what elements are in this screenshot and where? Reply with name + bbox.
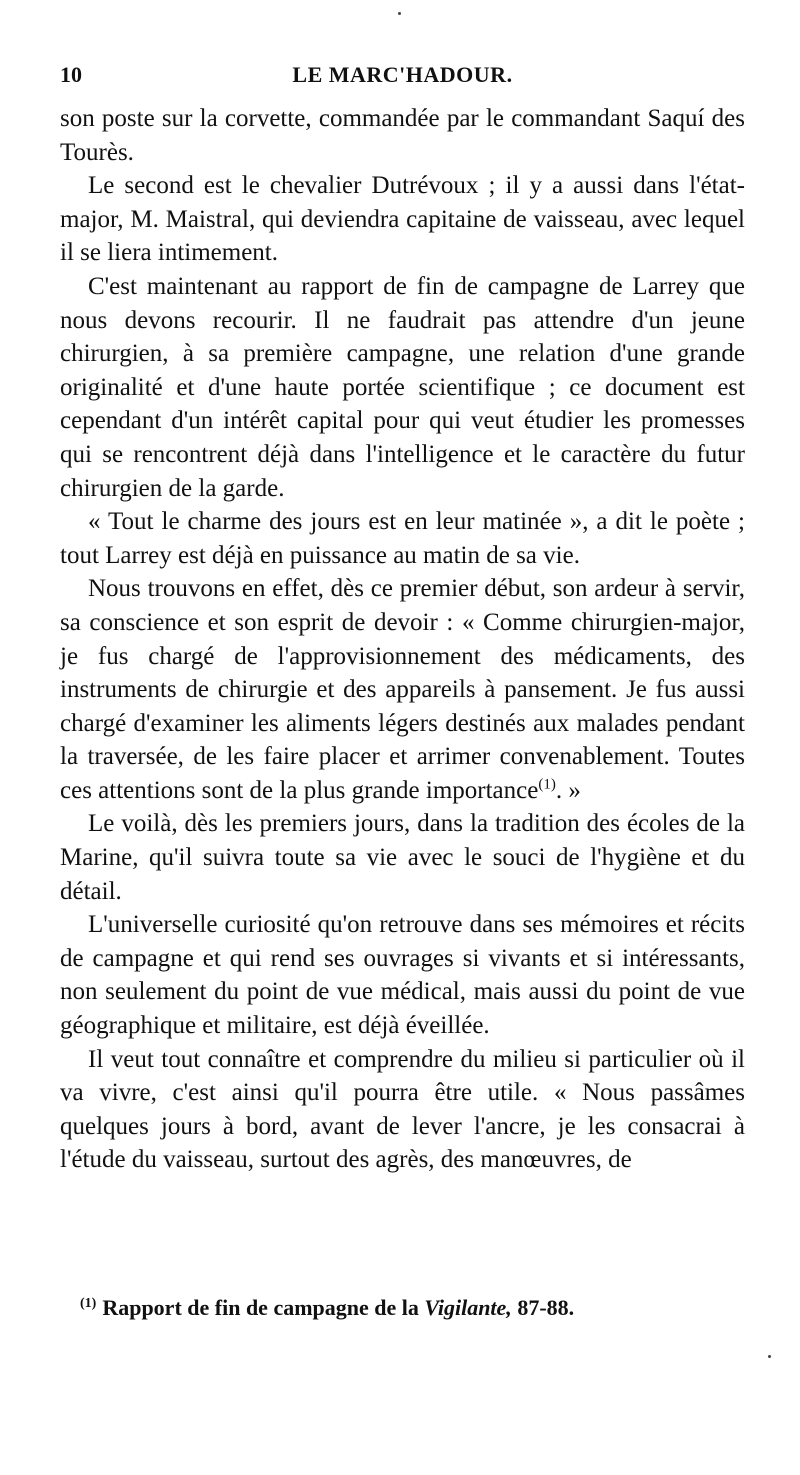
paragraph: Le second est le chevalier Dutrévoux ; il y a aussi dans l'état-major, M. Maistral, qui deviendra capitaine de vaisseau, avec lequel il se liera intimement.: [60, 172, 745, 267]
print-speck: [398, 12, 401, 15]
page-header: [60, 62, 745, 92]
paragraph: « Tout le charme des jours est en leur matinée », a dit le poète ; tout Larrey est déjà en puissance au matin de sa vie.: [60, 508, 745, 569]
paragraph: Le voilà, dès les premiers jours, dans la tradition des écoles de la Marine, qu'il suivra toute sa vie avec le souci de l'hygiène et du détail.: [60, 810, 745, 905]
footnote-mark: (1): [80, 1295, 97, 1311]
footnote: [80, 1295, 740, 1321]
footnote-text: Rapport de fin de campagne de la: [102, 1295, 425, 1320]
paragraph: L'universelle curiosité qu'on retrouve dans ses mémoires et récits de campagne et qui rend ses ouvrages si vivants et si intéressants, non seulement du point de vue médical, mais aussi du point de vue géographique et militaire, est déjà éveillée.: [60, 911, 745, 1040]
paragraph-with-note: [60, 572, 745, 807]
print-speck: [768, 1355, 771, 1358]
footnote-pages: 87-88.: [511, 1295, 575, 1320]
paragraph: Il veut tout connaître et comprendre du milieu si particulier où il va vivre, c'est ainsi qu'il pourra être utile. « Nous passâmes quelques jours à bord, avant de lever l'ancre, je les consacrai à l'étude du vaisseau, surtout des agrès, des manœuvres, de: [60, 1045, 745, 1174]
paragraph: C'est maintenant au rapport de fin de campagne de Larrey que nous devons recourir. Il ne faudrait pas attendre d'un jeune chirurgien, à sa première campagne, une relation d'une grande originalité et d'une haute portée scientifique ; ce document est cependant d'un intérêt capital pour qui veut étudier les promesses qui se rencontrent déjà dans l'intelligence et le caractère du futur chirurgien de la garde.: [60, 272, 745, 502]
paragraph: son poste sur la corvette, commandée par le commandant Saquí des Tourès.: [60, 105, 745, 166]
running-title: LE MARC'HADOUR.: [292, 62, 513, 87]
paragraph-text: Nous trouvons en effet, dès ce premier début, son ardeur à servir, sa conscience et son esprit de devoir : « Comme chirurgien-major, je fus chargé de l'approvisionnement des médicaments, des instruments de chirurgie et des appareils à pansement. Je fus aussi chargé d'examiner les aliments légers destinés aux malades pendant la traversée, de les faire placer et arrimer convenablement. Toutes ces attentions sont de la plus grande importance: [60, 575, 745, 804]
page-number: 10: [60, 62, 82, 87]
footnote-reference: (1): [538, 776, 556, 793]
body-text: [60, 102, 745, 1177]
paragraph-text-end: . »: [555, 776, 581, 804]
footnote-title: Vigilante,: [424, 1295, 512, 1320]
